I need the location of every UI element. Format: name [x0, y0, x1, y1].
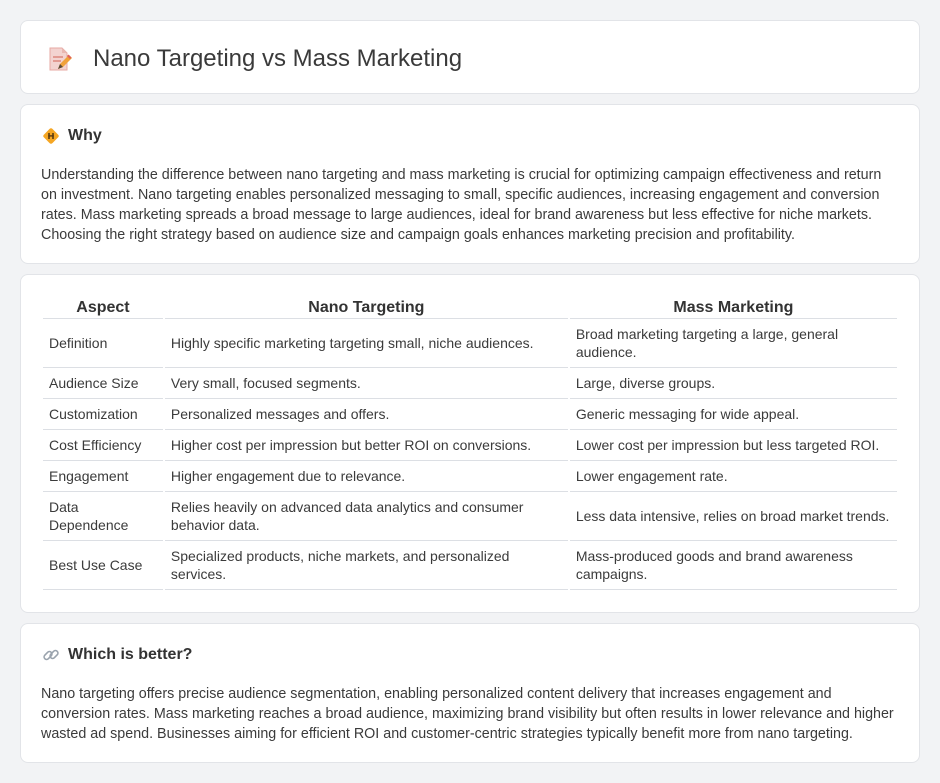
title-card — [20, 20, 920, 94]
aspect-cell: Engagement — [43, 461, 163, 492]
better-heading — [42, 646, 192, 664]
table-row — [43, 541, 897, 590]
table-row — [43, 492, 897, 541]
nano-cell: Higher cost per impression but better ROI on conversions. — [165, 430, 568, 461]
nano-cell: Very small, focused segments. — [165, 368, 568, 399]
mass-cell: Generic messaging for wide appeal. — [570, 399, 897, 430]
table-row — [43, 430, 897, 461]
nano-cell: Relies heavily on advanced data analytics and consumer behavior data. — [165, 492, 568, 541]
document-pencil-icon — [45, 45, 73, 73]
mass-cell: Lower cost per impression but less targeted ROI. — [570, 430, 897, 461]
nano-cell: Higher engagement due to relevance. — [165, 461, 568, 492]
mass-cell: Lower engagement rate. — [570, 461, 897, 492]
mass-cell: Large, diverse groups. — [570, 368, 897, 399]
comparison-card — [20, 274, 920, 613]
why-title: Why — [68, 127, 102, 144]
table-row — [43, 461, 897, 492]
title-row — [45, 45, 462, 73]
header-aspect: Aspect — [43, 295, 163, 319]
why-heading — [42, 127, 102, 145]
table-header-row — [43, 295, 897, 319]
better-title: Which is better? — [68, 646, 193, 663]
better-body: Nano targeting offers precise audience segmentation, enabling personalized content delivery that increases engagement and conversion rates. Mass marketing reaches a broad audience, maximizing brand visibility but often results in lower relevance and higher wasted ad spend. Businesses aiming for efficient ROI and customer-centric strategies typically benefit more from nano targeting. — [41, 686, 894, 742]
mass-cell: Less data intensive, relies on broad market trends. — [570, 492, 897, 541]
better-card — [20, 623, 920, 763]
link-icon — [42, 646, 60, 664]
nano-cell: Specialized products, niche markets, and personalized services. — [165, 541, 568, 590]
nano-cell: Personalized messages and offers. — [165, 399, 568, 430]
aspect-cell: Best Use Case — [43, 541, 163, 590]
page-title: Nano Targeting vs Mass Marketing — [93, 45, 463, 72]
table-row — [43, 368, 897, 399]
table-row — [43, 319, 897, 368]
mass-cell: Mass-produced goods and brand awareness campaigns. — [570, 541, 897, 590]
why-body: Understanding the difference between nano targeting and mass marketing is crucial for optimizing campaign effectiveness and return on investment. Nano targeting enables personalized messaging to small, specific audiences, increasing engagement and conversion rates. Mass marketing spreads a broad message to large audiences, ideal for brand awareness but less effective for niche markets. Choosing the right strategy based on audience size and campaign goals enhances marketing precision and profitability. — [41, 167, 882, 243]
aspect-cell: Definition — [43, 319, 163, 368]
header-nano-targeting: Nano Targeting — [165, 295, 568, 319]
diamond-signpost-icon — [42, 127, 60, 145]
aspect-cell: Cost Efficiency — [43, 430, 163, 461]
comparison-table — [41, 295, 899, 590]
why-card — [20, 104, 920, 264]
aspect-cell: Customization — [43, 399, 163, 430]
header-mass-marketing: Mass Marketing — [570, 295, 897, 319]
aspect-cell: Data Dependence — [43, 492, 163, 541]
mass-cell: Broad marketing targeting a large, general audience. — [570, 319, 897, 368]
table-row — [43, 399, 897, 430]
nano-cell: Highly specific marketing targeting small, niche audiences. — [165, 319, 568, 368]
aspect-cell: Audience Size — [43, 368, 163, 399]
